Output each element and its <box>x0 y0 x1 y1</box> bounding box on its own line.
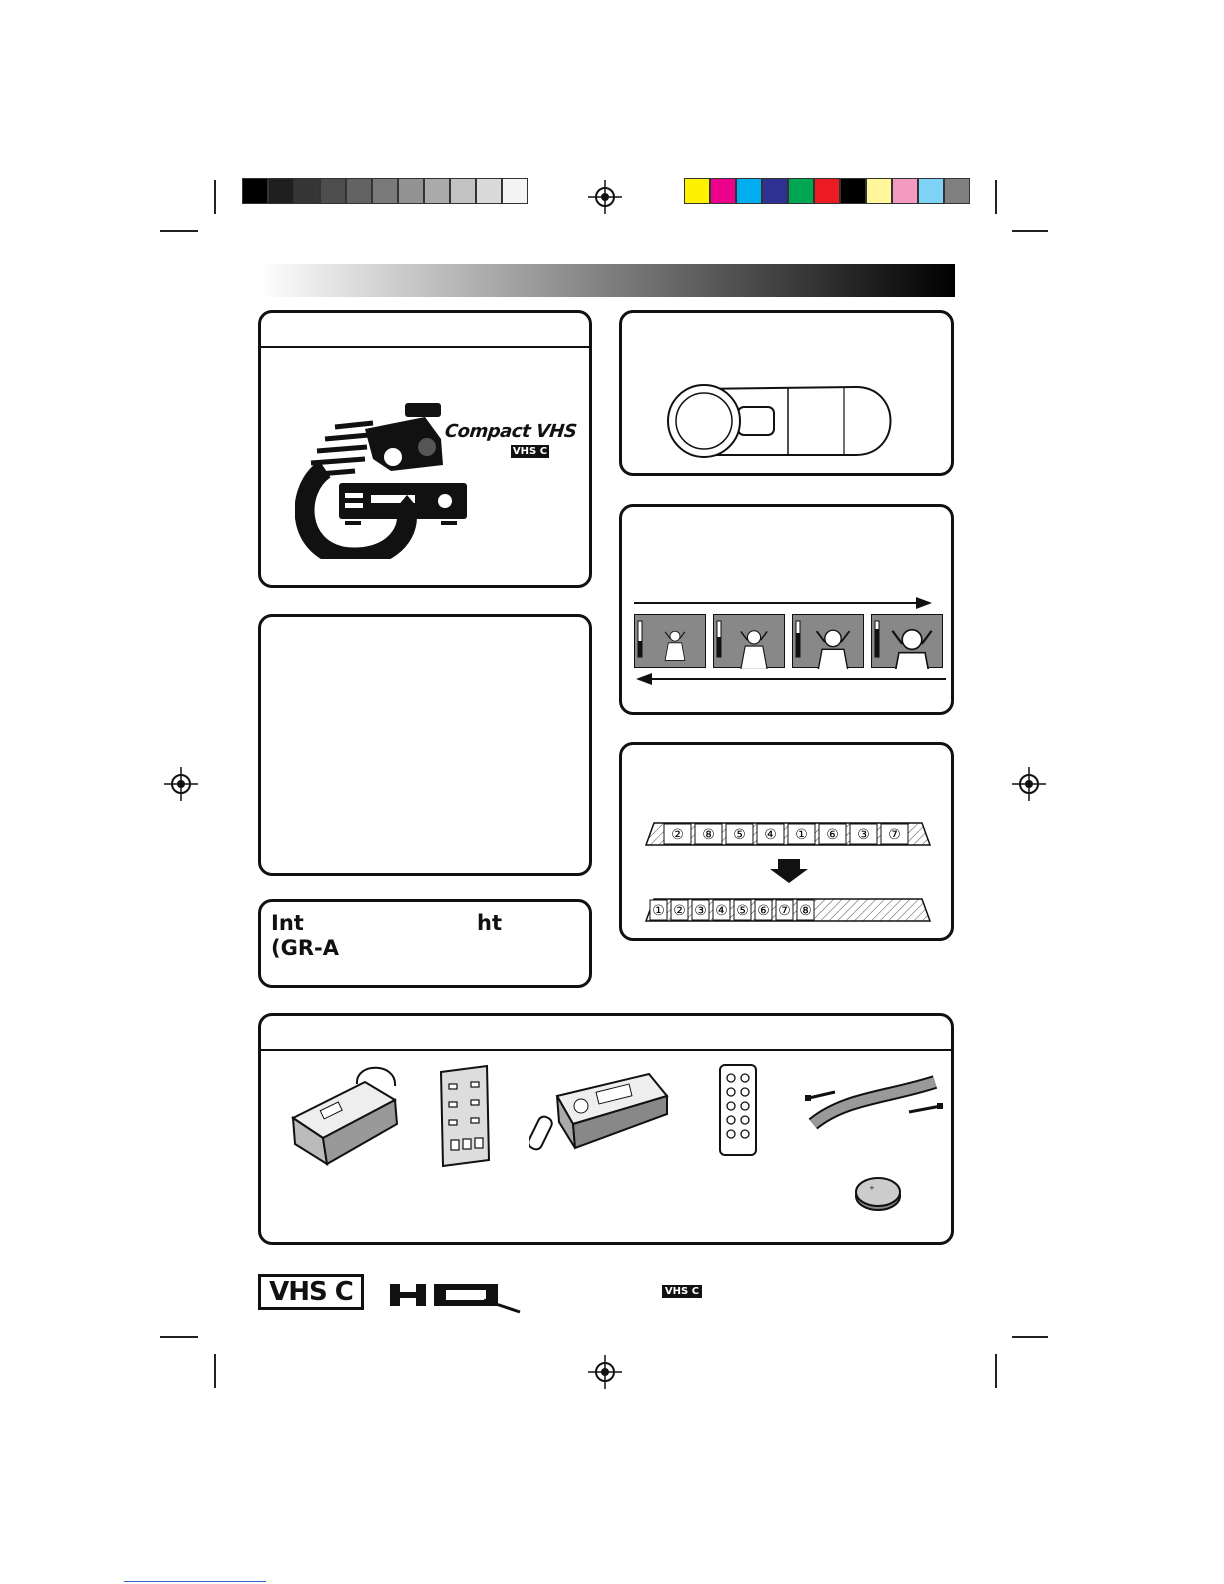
calibration-swatch <box>892 178 918 204</box>
header-gradient-bar <box>259 264 955 297</box>
calibration-swatch <box>424 178 450 204</box>
segment-number: ⑤ <box>733 827 746 843</box>
panel-accessories <box>258 1013 954 1245</box>
segment-number: ② <box>673 903 686 919</box>
zoom-frame <box>871 614 943 668</box>
calibration-swatch <box>372 178 398 204</box>
calibration-swatch <box>346 178 372 204</box>
calibration-swatch <box>242 178 268 204</box>
crop-mark-top-left-v <box>214 180 216 214</box>
hq-logo-icon <box>388 1280 528 1314</box>
crop-mark-bottom-left-v <box>214 1354 216 1388</box>
crop-mark-bottom-right-v <box>995 1354 997 1388</box>
frame-strip <box>634 614 946 670</box>
segment-number: ① <box>795 827 808 843</box>
segment-number: ① <box>652 903 665 919</box>
segment-number: ⑥ <box>826 827 839 843</box>
arrow-down-icon <box>770 859 808 883</box>
calibration-swatch <box>476 178 502 204</box>
crop-mark-top-right-v <box>995 180 997 214</box>
segment-number: ④ <box>715 903 728 919</box>
calibration-swatch <box>840 178 866 204</box>
registration-mark-bottom-icon <box>588 1355 622 1389</box>
segment-number: ③ <box>857 827 870 843</box>
figure-icon <box>872 615 944 669</box>
calibration-swatch <box>710 178 736 204</box>
segment-number: ⑤ <box>736 903 749 919</box>
calibration-swatch <box>398 178 424 204</box>
segment-number: ⑧ <box>702 827 715 843</box>
crop-mark-bottom-right-h <box>1012 1336 1048 1338</box>
vhsc-badge: VHS C <box>512 446 548 457</box>
calibration-swatch <box>294 178 320 204</box>
calibration-swatch <box>814 178 840 204</box>
calibration-swatch <box>320 178 346 204</box>
segment-number: ⑦ <box>888 827 901 843</box>
crop-mark-top-right-h <box>1012 230 1048 232</box>
calibration-swatch <box>268 178 294 204</box>
heading-line1-left: Int <box>271 911 304 935</box>
calibration-swatch <box>866 178 892 204</box>
calibration-swatch <box>788 178 814 204</box>
figure-icon <box>635 615 707 669</box>
registration-mark-left-icon <box>164 767 198 801</box>
ac-adapter-icon <box>287 1060 403 1168</box>
lithium-battery-icon <box>853 1174 903 1212</box>
segment-number: ③ <box>694 903 707 919</box>
panel-compact-vhs <box>258 310 592 588</box>
figure-icon <box>793 615 865 669</box>
arrow-right-icon <box>634 595 934 611</box>
segment-number: ⑥ <box>757 903 770 919</box>
compact-vhs-logo-text: Compact VHS <box>443 421 578 442</box>
panel-edit-sequence <box>619 742 954 941</box>
arrow-left-icon <box>634 671 946 687</box>
heading-line1-right: ht <box>477 911 502 935</box>
segment-number: ⑦ <box>778 903 791 919</box>
vhsc-logo: VHS C <box>258 1274 364 1310</box>
segment-number: ⑧ <box>799 903 812 919</box>
panel-grip-illustration <box>619 310 954 476</box>
hq-logo <box>388 1280 528 1314</box>
calibration-swatch <box>918 178 944 204</box>
calibration-swatch <box>736 178 762 204</box>
calibration-swatch <box>450 178 476 204</box>
camcorder-grip-icon <box>666 383 902 459</box>
zoom-frame <box>634 614 706 668</box>
heading-line2-left: (GR-A <box>271 936 339 960</box>
zoom-frame <box>792 614 864 668</box>
battery-pack-icon <box>435 1064 493 1168</box>
shoulder-strap-icon <box>805 1068 945 1138</box>
calibration-swatch <box>502 178 528 204</box>
calibration-swatch <box>944 178 970 204</box>
panel-heading-fragment <box>258 899 592 988</box>
panel-divider <box>261 1049 951 1051</box>
zoom-frame <box>713 614 785 668</box>
segment-number: ② <box>671 827 684 843</box>
edit-sequence-diagram <box>642 819 934 929</box>
remote-control-icon <box>717 1062 759 1158</box>
registration-mark-top-icon <box>588 180 622 214</box>
panel-zoom-sequence <box>619 504 954 715</box>
figure-icon <box>714 615 786 669</box>
segment-number: ④ <box>764 827 777 843</box>
calibration-swatch <box>684 178 710 204</box>
crop-mark-bottom-left-h <box>160 1336 198 1338</box>
cassette-adapter-icon <box>529 1066 671 1156</box>
registration-mark-right-icon <box>1012 767 1046 801</box>
footer-link-underline[interactable] <box>124 1581 266 1582</box>
svg-text:+: + <box>869 1184 875 1192</box>
crop-mark-top-left-h <box>160 230 198 232</box>
panel-divider <box>261 346 589 348</box>
vhsc-small-badge: VHS C <box>662 1285 702 1298</box>
panel-blank-text <box>258 614 592 876</box>
calibration-swatch <box>762 178 788 204</box>
